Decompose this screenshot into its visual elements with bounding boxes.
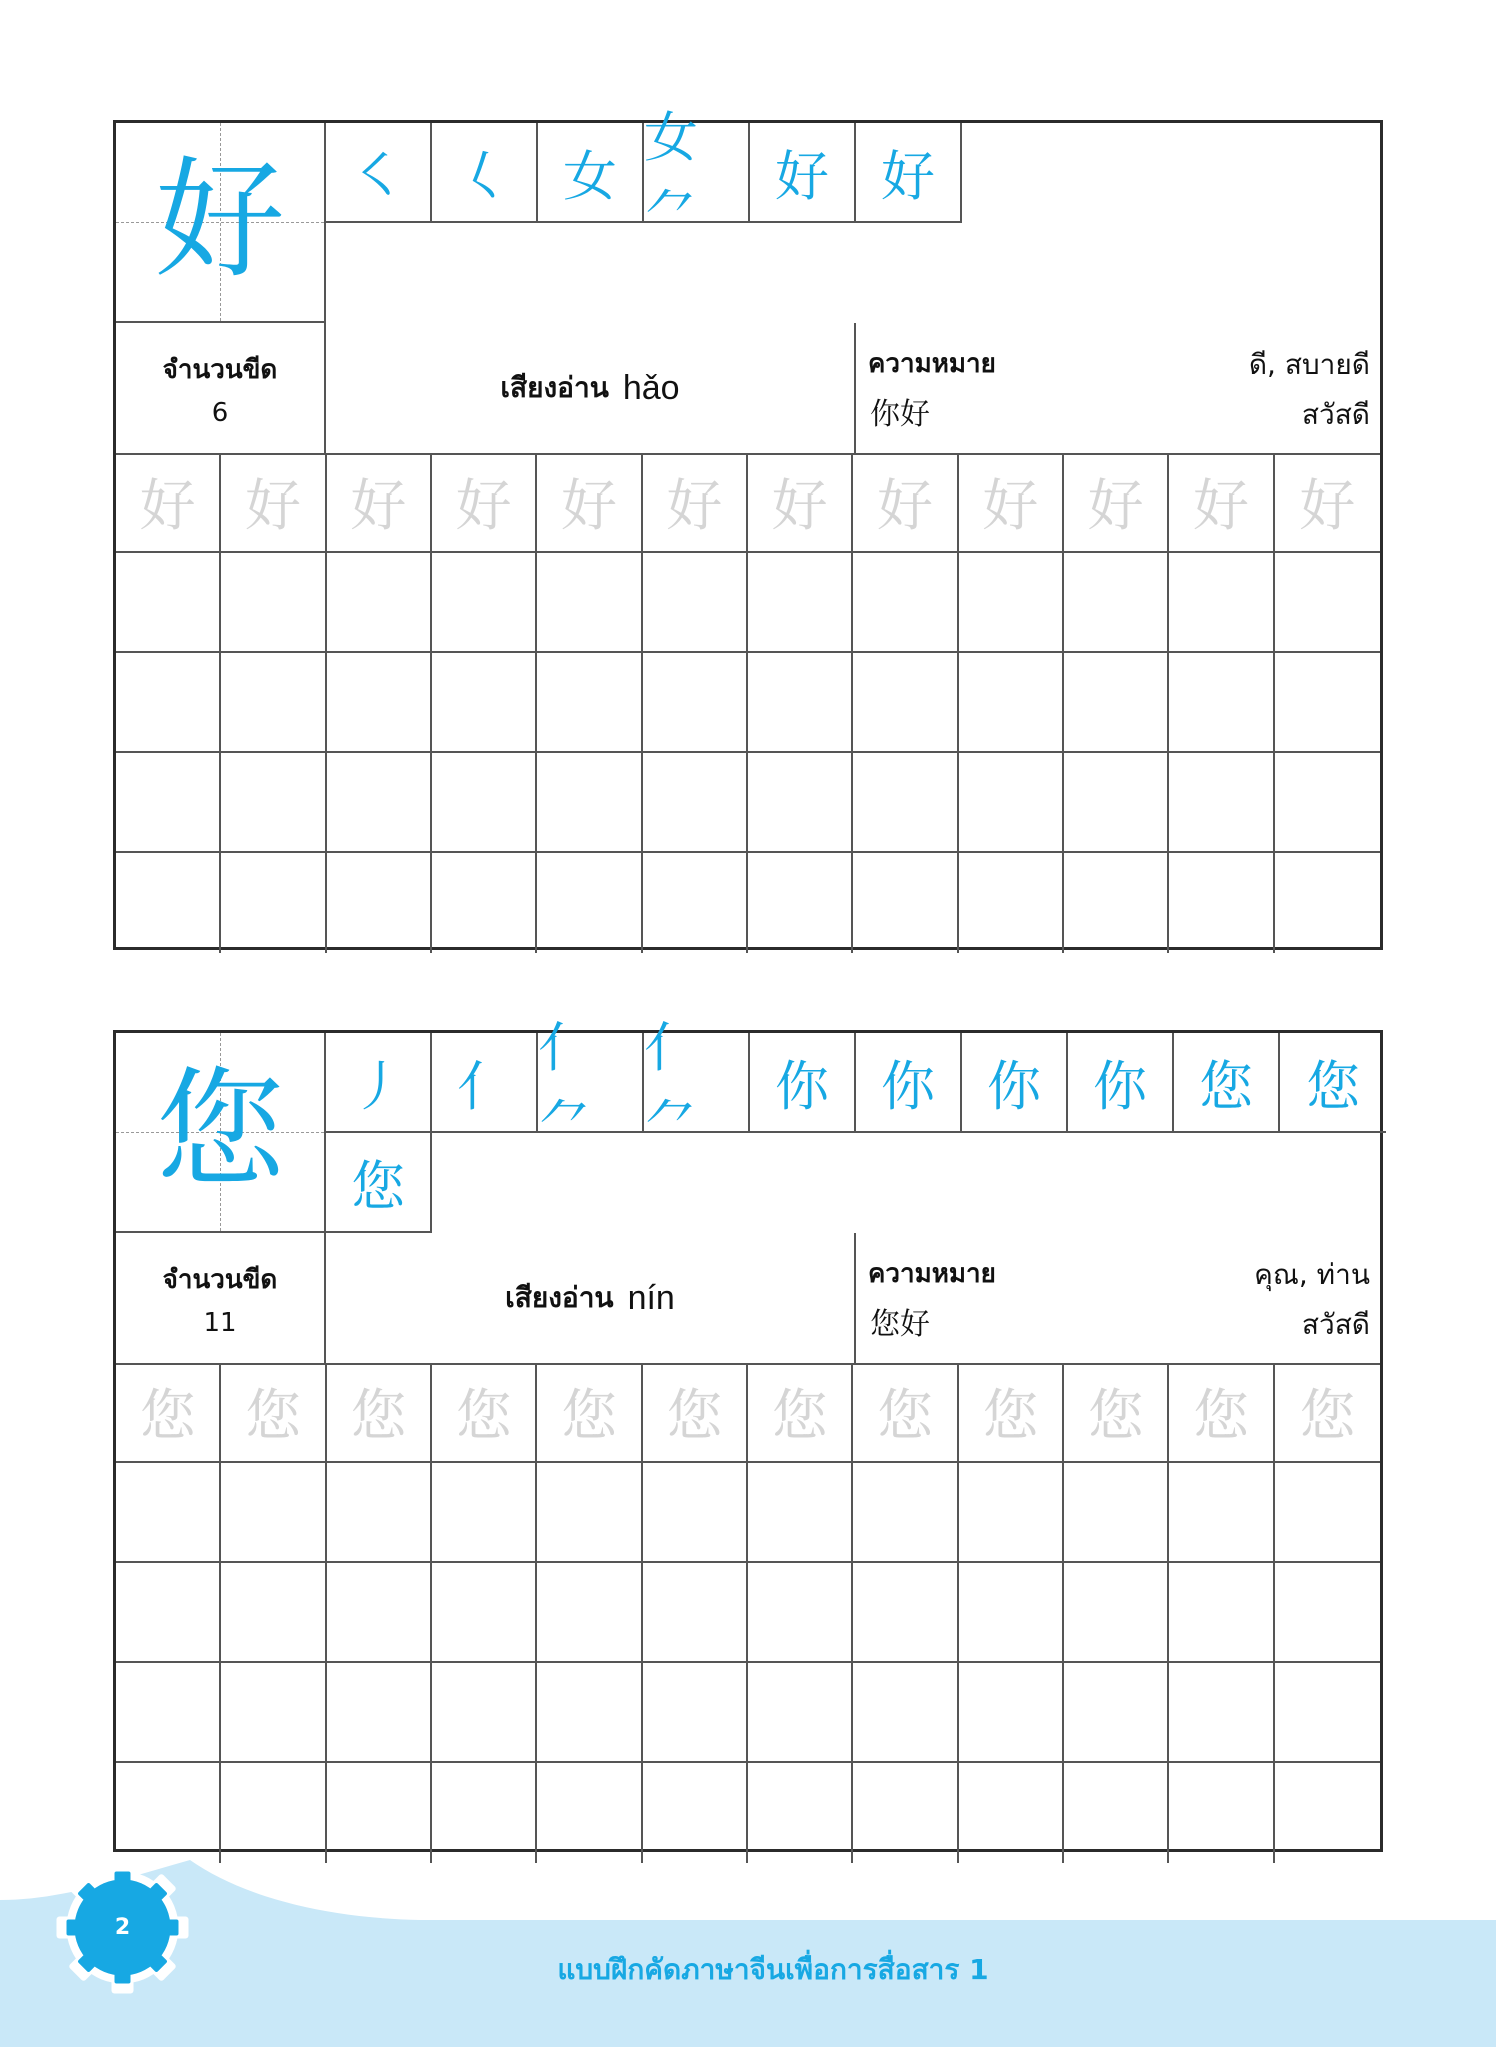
stroke-step: 女⺈ xyxy=(644,123,750,223)
model-character-box xyxy=(116,123,326,323)
trace-character: 您 xyxy=(560,1384,617,1449)
writing-cell xyxy=(116,1463,221,1563)
pinyin-label: เสียงอ่าน xyxy=(500,371,609,404)
writing-cell xyxy=(748,853,853,953)
trace-cell xyxy=(643,453,748,553)
writing-cell xyxy=(1169,1463,1274,1563)
pinyin: nín xyxy=(627,1278,675,1317)
writing-cell xyxy=(748,753,853,853)
writing-cell xyxy=(432,1663,537,1763)
writing-cell xyxy=(959,853,1064,953)
trace-cell xyxy=(748,1363,853,1463)
practice-grid xyxy=(116,1363,1380,1863)
writing-cell xyxy=(327,1663,432,1763)
trace-character: 好 xyxy=(560,474,617,539)
stroke-order-row xyxy=(326,106,962,246)
writing-cell xyxy=(537,1563,642,1663)
trace-cell xyxy=(959,453,1064,553)
trace-character: 您 xyxy=(876,1384,933,1449)
trace-cell xyxy=(853,453,958,553)
trace-character: 您 xyxy=(1192,1384,1249,1449)
writing-cell xyxy=(432,853,537,953)
trace-character: 您 xyxy=(244,1384,301,1449)
stroke-step: 好 xyxy=(856,123,962,223)
trace-character: 好 xyxy=(139,474,196,539)
writing-cell xyxy=(116,1563,221,1663)
trace-character: 好 xyxy=(455,474,512,539)
trace-cell xyxy=(643,1363,748,1463)
writing-cell xyxy=(432,653,537,753)
writing-cell xyxy=(643,1763,748,1863)
meaning-box xyxy=(856,323,1380,453)
writing-cell xyxy=(116,853,221,953)
writing-cell xyxy=(327,553,432,653)
stroke-step: 你 xyxy=(856,1033,962,1133)
trace-character: 好 xyxy=(876,474,933,539)
meaning-label: ความหมาย xyxy=(868,349,996,379)
writing-cell xyxy=(853,1663,958,1763)
writing-cell xyxy=(748,553,853,653)
writing-cell xyxy=(1169,553,1274,653)
trace-character: 您 xyxy=(666,1384,723,1449)
writing-cell xyxy=(1169,1563,1274,1663)
writing-cell xyxy=(1064,1463,1169,1563)
info-row xyxy=(116,323,1380,455)
stroke-step: 丿 xyxy=(326,1033,432,1133)
writing-cell xyxy=(537,753,642,853)
writing-cell xyxy=(1169,853,1274,953)
writing-cell xyxy=(221,853,326,953)
info-row xyxy=(116,1233,1380,1365)
stroke-count: 6 xyxy=(211,398,229,428)
pinyin-box xyxy=(326,1233,856,1363)
trace-cell xyxy=(116,1363,221,1463)
stroke-step: 您 xyxy=(1280,1033,1386,1133)
model-character: 您 xyxy=(154,1054,285,1206)
trace-character: 好 xyxy=(666,474,723,539)
writing-cell xyxy=(537,1463,642,1563)
trace-character: 好 xyxy=(1192,474,1249,539)
pinyin: hǎo xyxy=(622,368,680,407)
writing-cell xyxy=(1169,753,1274,853)
writing-cell xyxy=(853,653,958,753)
writing-cell xyxy=(959,753,1064,853)
writing-cell xyxy=(853,553,958,653)
example-meaning: สวัสดี xyxy=(1301,398,1370,431)
writing-cell xyxy=(116,1663,221,1763)
stroke-count-label: จำนวนขีด xyxy=(162,1265,278,1295)
writing-cell xyxy=(432,553,537,653)
writing-cell xyxy=(327,1763,432,1863)
writing-cell xyxy=(1169,1763,1274,1863)
writing-cell xyxy=(853,853,958,953)
writing-cell xyxy=(853,1563,958,1663)
writing-cell xyxy=(116,553,221,653)
writing-cell xyxy=(221,1763,326,1863)
writing-cell xyxy=(1064,1663,1169,1763)
writing-cell xyxy=(1275,753,1380,853)
writing-cell xyxy=(537,1663,642,1763)
footer-wave xyxy=(0,1860,1496,1922)
writing-cell xyxy=(1064,553,1169,653)
writing-cell xyxy=(643,853,748,953)
trace-character: 好 xyxy=(350,474,407,539)
writing-cell xyxy=(959,653,1064,753)
practice-card-nin xyxy=(113,1016,1383,1852)
stroke-step: 亻⺈ xyxy=(538,1033,644,1133)
trace-character: 好 xyxy=(771,474,828,539)
writing-cell xyxy=(1275,1663,1380,1763)
trace-cell xyxy=(221,453,326,553)
stroke-step: 你 xyxy=(750,1033,856,1133)
writing-cell xyxy=(221,553,326,653)
stroke-count: 11 xyxy=(203,1308,237,1338)
trace-character: 您 xyxy=(1087,1384,1144,1449)
writing-cell xyxy=(853,1763,958,1863)
page-number: 2 xyxy=(114,1915,131,1940)
writing-cell xyxy=(116,653,221,753)
example-meaning: สวัสดี xyxy=(1301,1308,1370,1341)
stroke-step: 您 xyxy=(326,1133,432,1233)
writing-cell xyxy=(537,653,642,753)
writing-cell xyxy=(327,1463,432,1563)
trace-character: 您 xyxy=(771,1384,828,1449)
trace-character: 您 xyxy=(350,1384,407,1449)
trace-cell xyxy=(537,453,642,553)
practice-grid xyxy=(116,453,1380,953)
trace-cell xyxy=(748,453,853,553)
writing-cell xyxy=(1275,553,1380,653)
writing-cell xyxy=(959,1663,1064,1763)
trace-character: 您 xyxy=(455,1384,512,1449)
writing-cell xyxy=(1064,1563,1169,1663)
writing-cell xyxy=(1064,653,1169,753)
stroke-step: 你 xyxy=(1068,1033,1174,1133)
trace-cell xyxy=(432,453,537,553)
model-character: 好 xyxy=(154,144,285,296)
trace-cell xyxy=(221,1363,326,1463)
writing-cell xyxy=(537,1763,642,1863)
trace-character: 好 xyxy=(1087,474,1144,539)
writing-cell xyxy=(748,1663,853,1763)
meaning-box xyxy=(856,1233,1380,1363)
trace-cell xyxy=(432,1363,537,1463)
writing-cell xyxy=(643,1563,748,1663)
writing-cell xyxy=(432,753,537,853)
stroke-step: 您 xyxy=(1174,1033,1280,1133)
writing-cell xyxy=(959,1563,1064,1663)
stroke-step: 你 xyxy=(962,1033,1068,1133)
writing-cell xyxy=(432,1563,537,1663)
trace-cell xyxy=(1275,1363,1380,1463)
writing-cell xyxy=(221,1563,326,1663)
meaning-label: ความหมาย xyxy=(868,1259,996,1289)
writing-cell xyxy=(643,653,748,753)
writing-cell xyxy=(432,1463,537,1563)
trace-cell xyxy=(327,1363,432,1463)
writing-cell xyxy=(432,1763,537,1863)
trace-character: 您 xyxy=(982,1384,1039,1449)
writing-cell xyxy=(1169,653,1274,753)
writing-cell xyxy=(643,753,748,853)
writing-cell xyxy=(221,1463,326,1563)
stroke-count-box xyxy=(116,323,326,453)
writing-cell xyxy=(853,1463,958,1563)
writing-cell xyxy=(959,1763,1064,1863)
example-word: 你好 xyxy=(870,397,930,432)
stroke-step: ㇛ xyxy=(326,123,432,223)
trace-cell xyxy=(1169,1363,1274,1463)
trace-cell xyxy=(327,453,432,553)
writing-cell xyxy=(853,753,958,853)
writing-cell xyxy=(327,853,432,953)
trace-cell xyxy=(1064,453,1169,553)
writing-cell xyxy=(1064,853,1169,953)
meaning: คุณ, ท่าน xyxy=(1254,1258,1370,1291)
pinyin-label: เสียงอ่าน xyxy=(505,1281,614,1314)
writing-cell xyxy=(748,1763,853,1863)
writing-cell xyxy=(1064,1763,1169,1863)
trace-cell xyxy=(959,1363,1064,1463)
trace-character: 好 xyxy=(1299,474,1356,539)
writing-cell xyxy=(221,753,326,853)
writing-cell xyxy=(327,653,432,753)
example-word: 您好 xyxy=(870,1307,930,1342)
stroke-count-label: จำนวนขีด xyxy=(162,355,278,385)
stroke-count-box xyxy=(116,1233,326,1363)
writing-cell xyxy=(1169,1663,1274,1763)
stroke-step: 𡿨 xyxy=(432,123,538,223)
writing-cell xyxy=(327,753,432,853)
book-title: แบบฝึกคัดภาษาจีนเพื่อการสื่อสาร 1 xyxy=(557,1953,989,1986)
writing-cell xyxy=(959,1463,1064,1563)
meaning: ดี, สบายดี xyxy=(1248,348,1370,381)
writing-cell xyxy=(748,1563,853,1663)
writing-cell xyxy=(221,1663,326,1763)
trace-cell xyxy=(116,453,221,553)
writing-cell xyxy=(643,553,748,653)
writing-cell xyxy=(748,653,853,753)
writing-cell xyxy=(643,1663,748,1763)
stroke-step: 亻⺈ xyxy=(644,1033,750,1133)
stroke-step: 好 xyxy=(750,123,856,223)
writing-cell xyxy=(1275,1763,1380,1863)
trace-cell xyxy=(853,1363,958,1463)
trace-character: 您 xyxy=(1299,1384,1356,1449)
writing-cell xyxy=(959,553,1064,653)
writing-cell xyxy=(748,1463,853,1563)
writing-cell xyxy=(1275,1563,1380,1663)
stroke-step: 女 xyxy=(538,123,644,223)
writing-cell xyxy=(1275,653,1380,753)
stroke-order-row-2 xyxy=(326,1133,432,1233)
model-character-box xyxy=(116,1033,326,1233)
trace-cell xyxy=(537,1363,642,1463)
trace-character: 好 xyxy=(244,474,301,539)
writing-cell xyxy=(1275,853,1380,953)
writing-cell xyxy=(116,1763,221,1863)
trace-cell xyxy=(1275,453,1380,553)
writing-cell xyxy=(327,1563,432,1663)
writing-cell xyxy=(537,553,642,653)
writing-cell xyxy=(1064,753,1169,853)
trace-character: 好 xyxy=(982,474,1039,539)
trace-cell xyxy=(1169,453,1274,553)
writing-cell xyxy=(116,753,221,853)
writing-cell xyxy=(221,653,326,753)
writing-cell xyxy=(1275,1463,1380,1563)
stroke-order-row xyxy=(326,1016,1386,1156)
trace-cell xyxy=(1064,1363,1169,1463)
trace-character: 您 xyxy=(139,1384,196,1449)
practice-card-hao xyxy=(113,106,1383,950)
pinyin-box xyxy=(326,323,856,453)
writing-cell xyxy=(643,1463,748,1563)
writing-cell xyxy=(537,853,642,953)
stroke-step: 亻 xyxy=(432,1033,538,1133)
